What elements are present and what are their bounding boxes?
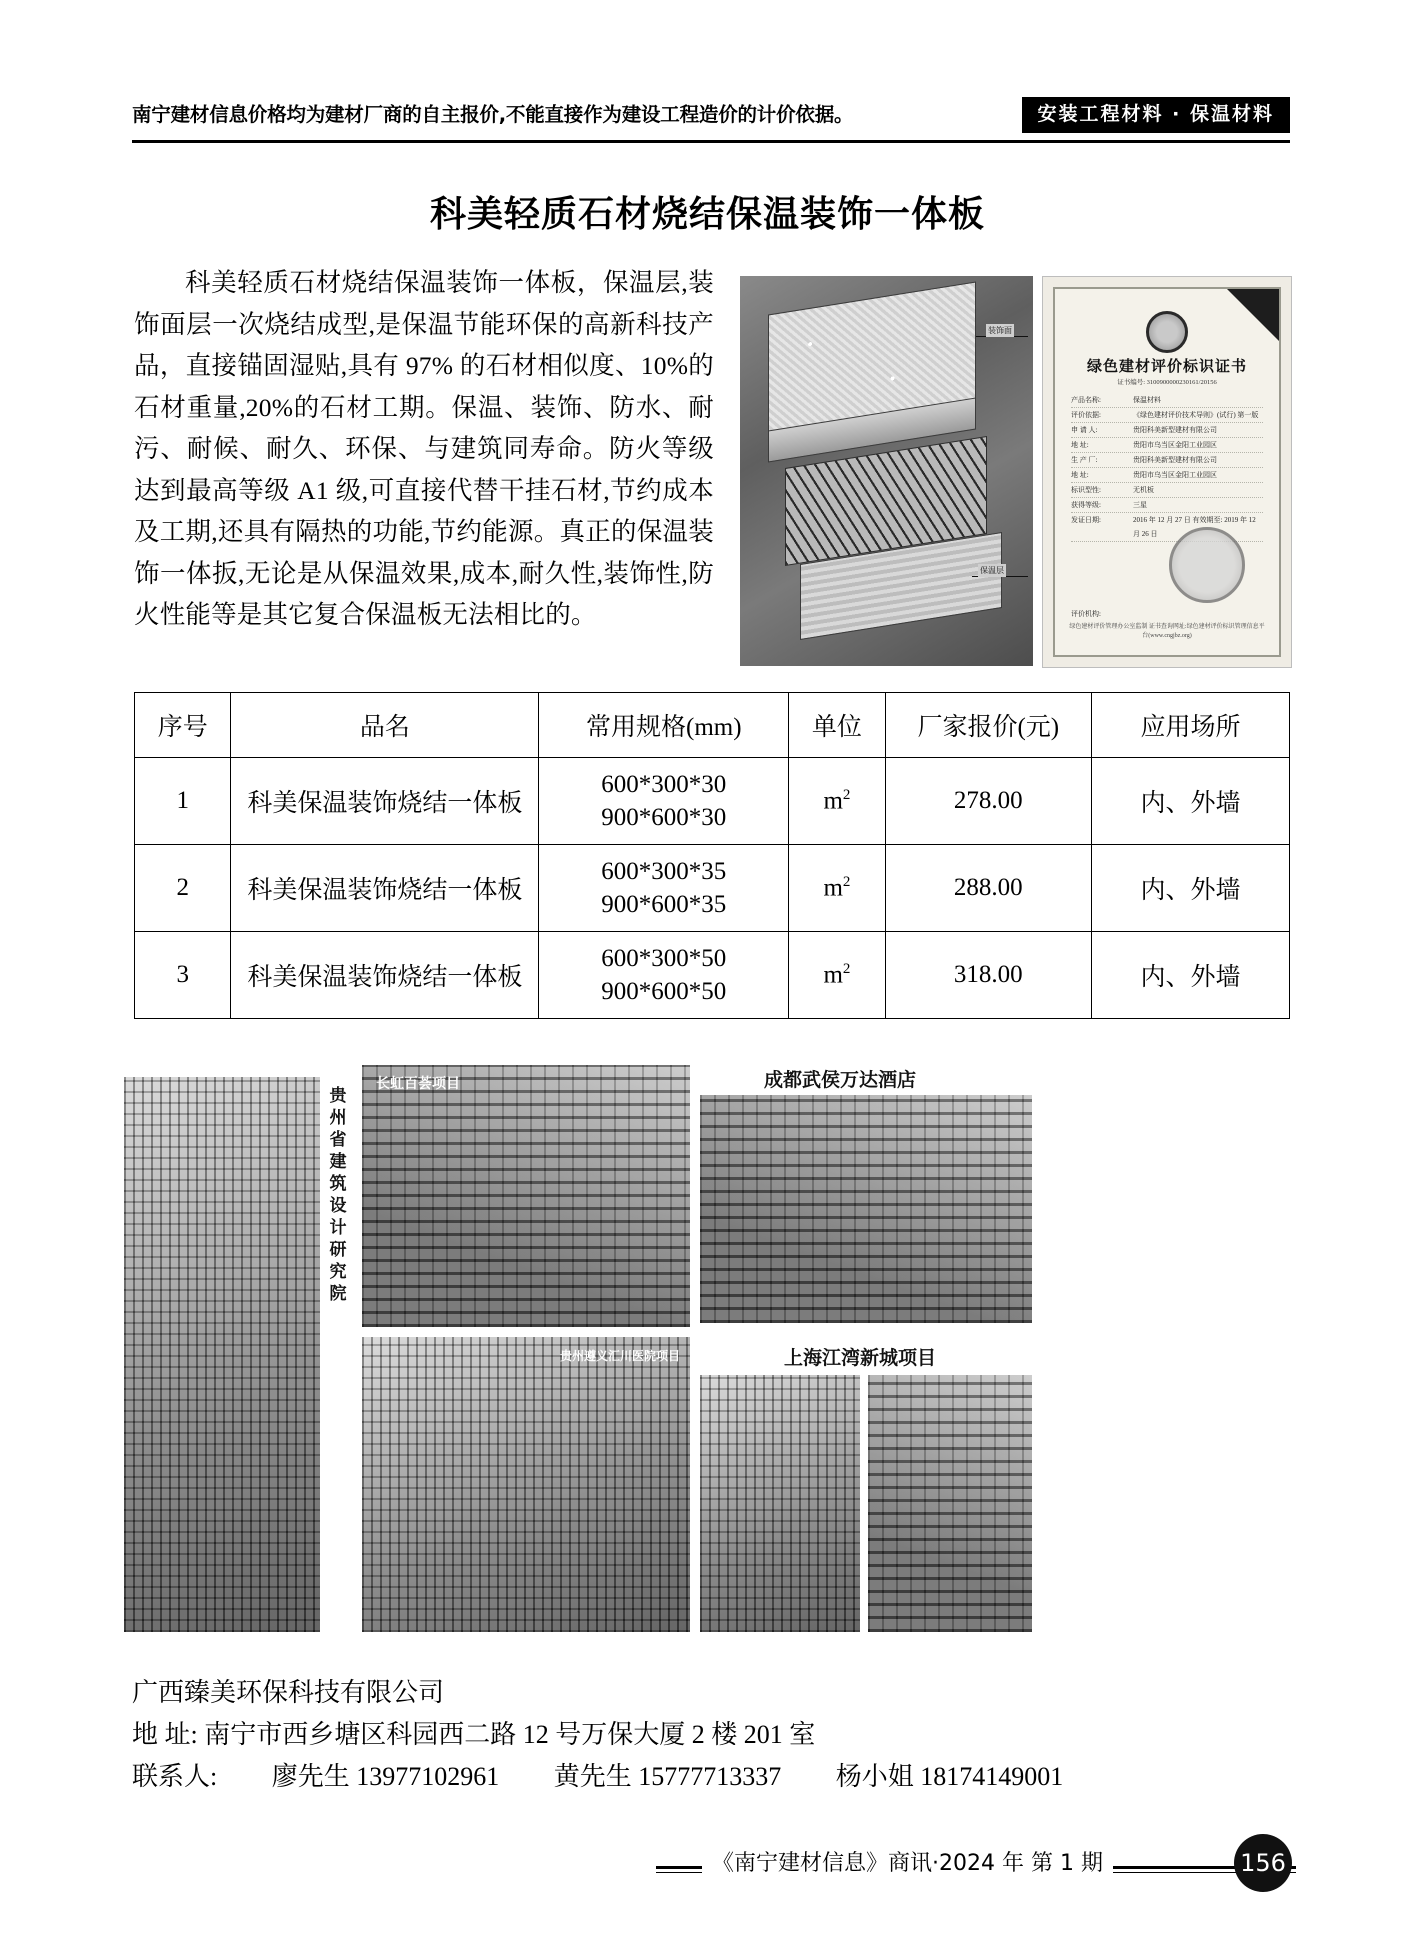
company-address-line xyxy=(132,1714,1292,1756)
cell-use: 内、外墙 xyxy=(1091,932,1289,1019)
gallery-caption-zunyi-hospital: 贵州遵义汇川医院项目 xyxy=(559,1349,680,1363)
column-header-use: 应用场所 xyxy=(1091,693,1289,758)
certificate-fields xyxy=(1071,393,1263,542)
cell-use: 内、外墙 xyxy=(1091,845,1289,932)
certificate-field-key: 地 址: xyxy=(1071,471,1089,479)
certificate-field-key: 评价依据: xyxy=(1071,411,1101,419)
table-row xyxy=(135,932,1290,1019)
address-value: 南宁市西乡塘区科园西二路 12 号万保大厦 2 楼 201 室 xyxy=(204,1720,816,1749)
certificate-corner-decoration xyxy=(1227,289,1279,341)
certificate-row xyxy=(1071,438,1263,453)
cell-spec-line2: 900*600*30 xyxy=(601,804,727,831)
gallery-photo-chengdu-wanda xyxy=(700,1095,1032,1323)
certificate-title: 绿色建材评价标识证书 xyxy=(1086,357,1247,375)
cell-spec-line1: 600*300*50 xyxy=(601,945,727,972)
cell-price: 318.00 xyxy=(885,932,1091,1019)
page-header xyxy=(132,95,1290,135)
contact-person-3: 杨小姐 18174149001 xyxy=(835,1762,1064,1791)
contact-person-2: 黄先生 15777713337 xyxy=(553,1762,782,1791)
certificate-row xyxy=(1071,408,1263,423)
cell-price: 288.00 xyxy=(885,845,1091,932)
price-table xyxy=(134,692,1290,1019)
gallery-photo-shanghai-a xyxy=(700,1375,860,1632)
cell-no: 1 xyxy=(135,758,231,845)
column-header-price: 厂家报价(元) xyxy=(885,693,1091,758)
column-header-spec: 常用规格(mm) xyxy=(539,693,789,758)
cell-unit-text: m xyxy=(823,961,843,989)
gallery-photo-guizhou-institute xyxy=(124,1077,320,1632)
gallery-caption-changhong: 长虹百荟项目 xyxy=(376,1076,460,1092)
cell-spec-line2: 900*600*50 xyxy=(601,978,727,1005)
certificate-field-key: 生 产 厂: xyxy=(1071,456,1098,464)
gallery-caption-chengdu: 成都武侯万达酒店 xyxy=(764,1069,917,1091)
page-number-badge: 156 xyxy=(1234,1834,1292,1892)
certificate-field-key: 申 请 人: xyxy=(1071,426,1098,434)
header-section-tag: 安装工程材料 · 保温材料 xyxy=(1022,97,1290,133)
address-label: 地 址: xyxy=(132,1720,198,1749)
cell-spec-line2: 900*600*35 xyxy=(601,891,727,918)
contact-person-1: 廖先生 13977102961 xyxy=(271,1762,500,1791)
cell-name: 科美保温装饰烧结一体板 xyxy=(231,932,539,1019)
certificate-field-key: 标识型性: xyxy=(1071,486,1101,494)
certificate-field-key: 地 址: xyxy=(1071,441,1089,449)
certificate-red-stamp-icon xyxy=(1169,527,1245,603)
cell-no: 3 xyxy=(135,932,231,1019)
table-row xyxy=(135,758,1290,845)
certificate-field-value: 《绿色建材评价技术导则》(试行) 第一版 xyxy=(1133,411,1259,419)
intro-paragraph: 科美轻质石材烧结保温装饰一体板，保温层,装饰面层一次烧结成型,是保温节能环保的高新科技产品，直接锚固湿贴,具有 97% 的石材相似度、10%的石材重量,20%的石材工期。保温、装饰、防水、耐污、耐候、耐久、环保、与建筑同寿命。防火等级达到最高等级 A1 级,可直接代替干挂石材,节约成本及工期,还具有隔热的功能,节约能源。真正的保温装饰一体扳,无论是从保温效果,成本,耐久性,装饰性,防火性能等是其它复合保温板无法相比的。 xyxy=(134,268,714,629)
certificate-row xyxy=(1071,498,1263,513)
gallery-photo-changhong xyxy=(362,1065,690,1327)
certificate-agency-label: 评价机构: xyxy=(1071,610,1101,618)
certificate-field-value: 2016 年 12 月 27 日 有效期至: 2019 年 12 月 26 日 xyxy=(1133,516,1256,538)
company-name: 广西臻美环保科技有限公司 xyxy=(132,1678,445,1707)
certificate-field-value: 贵阳科美新型建材有限公司 xyxy=(1133,456,1217,464)
product-photo xyxy=(740,276,1033,666)
project-gallery xyxy=(124,1065,1290,1640)
certificate-row xyxy=(1071,393,1263,408)
certificate-field-value: 贵阳市乌当区金阳工业园区 xyxy=(1133,441,1217,449)
header-note: 南宁建材信息价格均为建材厂商的自主报价,不能直接作为建设工程造价的计价依据。 xyxy=(132,103,854,127)
cell-unit-exponent: 2 xyxy=(842,873,851,890)
certificate-field-key: 获得等级: xyxy=(1071,501,1101,509)
cell-unit xyxy=(789,758,885,845)
column-header-name: 品名 xyxy=(231,693,539,758)
cell-unit-exponent: 2 xyxy=(842,960,851,977)
cell-unit-text: m xyxy=(823,787,843,815)
page-title: 科美轻质石材烧结保温装饰一体板 xyxy=(429,194,985,235)
cell-unit-exponent: 2 xyxy=(842,786,851,803)
certificate-field-value: 三星 xyxy=(1133,501,1147,509)
certificate-row xyxy=(1071,453,1263,468)
table-header-row xyxy=(135,693,1290,758)
gallery-caption-guizhou-institute: 贵州省建筑设计研究院 xyxy=(329,1086,347,1304)
header-divider xyxy=(132,140,1290,143)
column-header-unit: 单位 xyxy=(789,693,885,758)
certificate-field-key: 发证日期: xyxy=(1071,516,1101,524)
gallery-photo-shanghai-b xyxy=(868,1375,1032,1632)
certificate-frame xyxy=(1053,287,1281,657)
gallery-photo-zunyi-hospital xyxy=(362,1337,690,1632)
callout-label-top: 装饰面 xyxy=(988,326,1012,335)
certificate-row xyxy=(1071,468,1263,483)
certificate-footer-text: 绿色建材评价管理办公室监制 证书查询网址:绿色建材评价标识管理信息平台(www.cngjbz.org) xyxy=(1069,624,1265,639)
cell-spec xyxy=(539,845,789,932)
certificate-number: 证书编号: 3100900000230161/20156 xyxy=(1117,379,1217,386)
column-header-no: 序号 xyxy=(135,693,231,758)
footer-issue-text: 《南宁建材信息》商讯·2024 年 第 1 期 xyxy=(702,1846,1113,1877)
certificate-row xyxy=(1071,423,1263,438)
table-row xyxy=(135,845,1290,932)
callout-label-bottom: 保温层 xyxy=(980,566,1004,575)
certificate-field-value: 贵阳科美新型建材有限公司 xyxy=(1133,426,1217,434)
contact-person-line xyxy=(132,1756,1292,1798)
certificate-field-value: 保温材料 xyxy=(1133,396,1161,404)
certificate-emblem-icon xyxy=(1146,311,1188,353)
certificate-field-value: 无机板 xyxy=(1133,486,1154,494)
cell-name: 科美保温装饰烧结一体板 xyxy=(231,845,539,932)
gallery-caption-shanghai: 上海江湾新城项目 xyxy=(784,1347,937,1369)
cell-spec-line1: 600*300*35 xyxy=(601,858,727,885)
cell-spec xyxy=(539,758,789,845)
contact-block xyxy=(132,1672,1292,1798)
cell-price: 278.00 xyxy=(885,758,1091,845)
cell-unit xyxy=(789,932,885,1019)
cell-use: 内、外墙 xyxy=(1091,758,1289,845)
cell-unit xyxy=(789,845,885,932)
contact-label: 联系人: xyxy=(132,1762,218,1791)
cell-name: 科美保温装饰烧结一体板 xyxy=(231,758,539,845)
page-footer xyxy=(132,1838,1292,1898)
cell-unit-text: m xyxy=(823,874,843,902)
certificate-field-key: 产品名称: xyxy=(1071,396,1101,404)
certificate-image xyxy=(1042,276,1292,668)
certificate-field-value: 贵阳市乌当区金阳工业园区 xyxy=(1133,471,1217,479)
cell-spec-line1: 600*300*30 xyxy=(601,771,727,798)
certificate-row xyxy=(1071,483,1263,498)
cell-no: 2 xyxy=(135,845,231,932)
cell-spec xyxy=(539,932,789,1019)
